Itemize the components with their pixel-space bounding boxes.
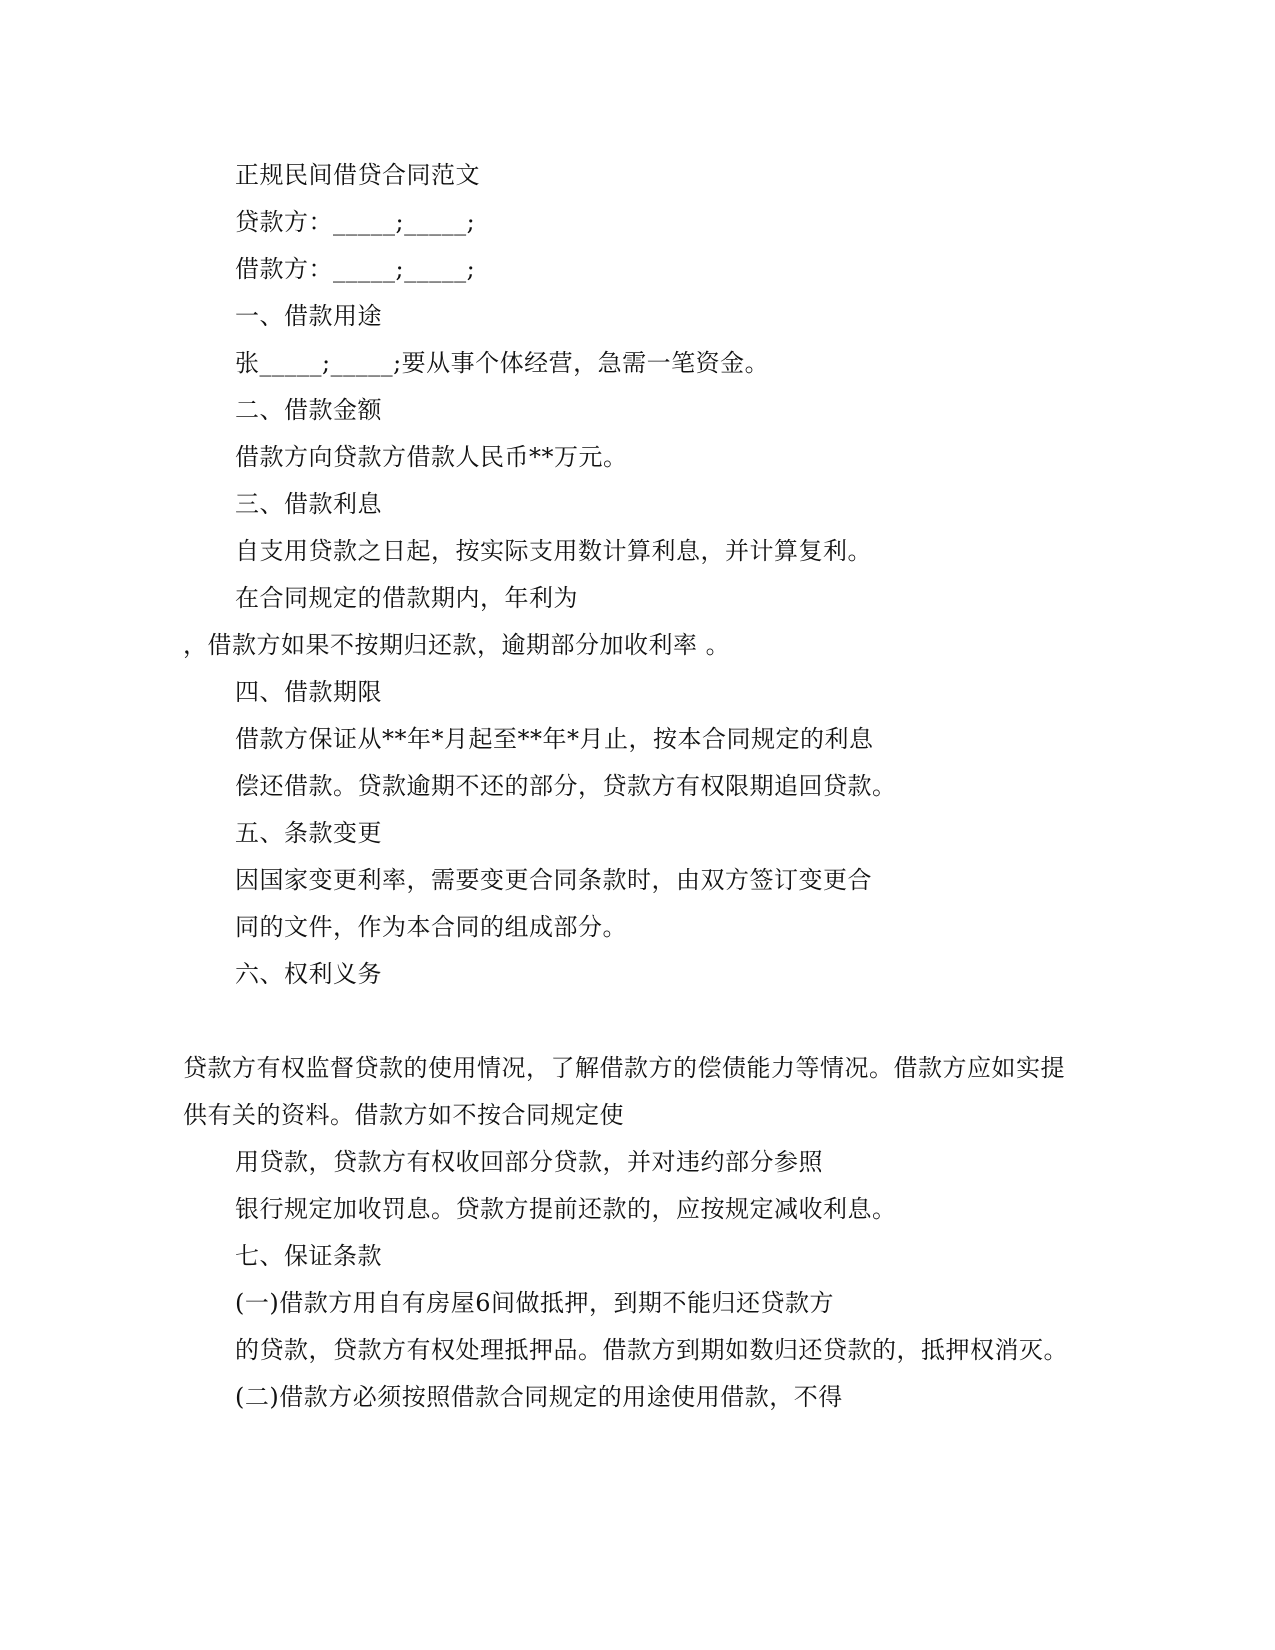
paragraph-line: 张_____;_____;要从事个体经营，急需一笔资金。: [235, 349, 770, 377]
section-heading-interest: 三、借款利息: [235, 490, 382, 518]
paragraph-line: 用贷款，贷款方有权收回部分贷款，并对违约部分参照: [235, 1148, 823, 1176]
paragraph-line: 因国家变更利率，需要变更合同条款时，由双方签订变更合: [235, 866, 872, 894]
borrower-line: 借款方：_____;_____;: [235, 255, 476, 283]
lender-line: 贷款方：_____;_____;: [235, 208, 476, 236]
paragraph-line: 供有关的资料。借款方如不按合同规定使: [183, 1101, 624, 1129]
section-heading-term: 四、借款期限: [235, 678, 382, 706]
section-heading-amount: 二、借款金额: [235, 396, 382, 424]
paragraph-line: 在合同规定的借款期内，年利为: [235, 584, 578, 612]
section-heading-changes: 五、条款变更: [235, 819, 382, 847]
paragraph-line: ，借款方如果不按期归还款，逾期部分加收利率 。: [183, 631, 731, 659]
section-heading-purpose: 一、借款用途: [235, 302, 382, 330]
paragraph-line: (一)借款方用自有房屋6间做抵押，到期不能归还贷款方: [235, 1289, 834, 1317]
section-heading-guarantee: 七、保证条款: [235, 1242, 382, 1270]
document-title: 正规民间借贷合同范文: [235, 161, 480, 189]
paragraph-line: (二)借款方必须按照借款合同规定的用途使用借款，不得: [235, 1383, 843, 1411]
paragraph-line: 借款方保证从**年*月起至**年*月止，按本合同规定的利息: [235, 725, 874, 753]
paragraph-line: 的贷款，贷款方有权处理抵押品。借款方到期如数归还贷款的，抵押权消灭。: [235, 1336, 1068, 1364]
paragraph-line: 借款方向贷款方借款人民币**万元。: [235, 443, 628, 471]
paragraph-line: 偿还借款。贷款逾期不还的部分，贷款方有权限期追回贷款。: [235, 772, 897, 800]
paragraph-line: 银行规定加收罚息。贷款方提前还款的，应按规定减收利息。: [235, 1195, 897, 1223]
paragraph-line: 贷款方有权监督贷款的使用情况，了解借款方的偿债能力等情况。借款方应如实提: [183, 1054, 1065, 1082]
section-heading-rights: 六、权利义务: [235, 960, 382, 988]
paragraph-line: 自支用贷款之日起，按实际支用数计算利息，并计算复利。: [235, 537, 872, 565]
paragraph-line: 同的文件，作为本合同的组成部分。: [235, 913, 627, 941]
